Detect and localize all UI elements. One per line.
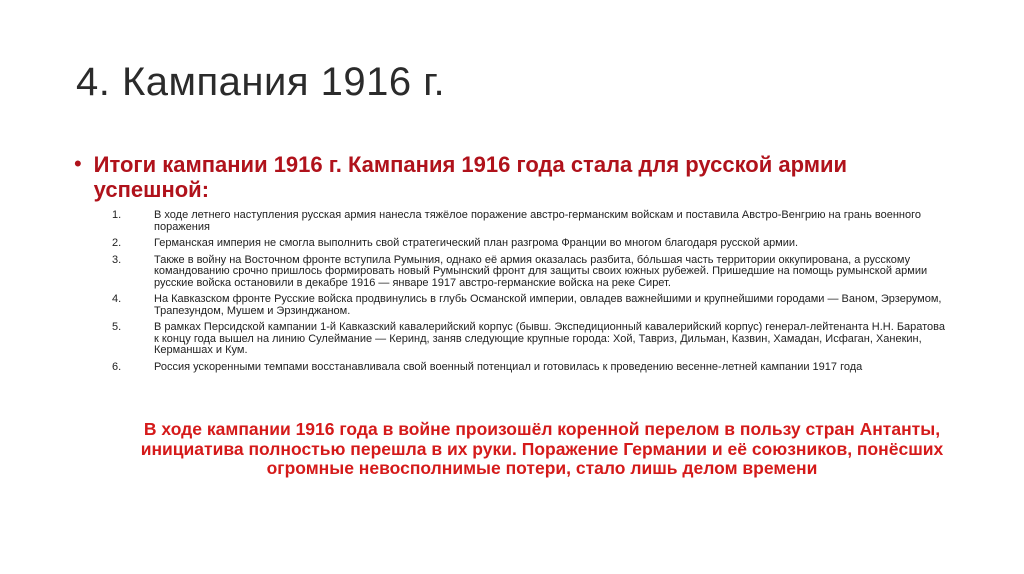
list-item — [112, 238, 952, 250]
results-list — [112, 210, 952, 378]
slide-title: 4. Кампания 1916 г. — [76, 60, 446, 104]
list-item — [112, 210, 952, 233]
list-item — [112, 255, 952, 290]
conclusion-text: В ходе кампании 1916 года в войне произошёл коренной перелом в пользу стран Антанты, инициатива полностью перешла в их руки. Поражение Германии и её союзников, понёсших огромные невосполнимые потери, стало лишь делом времени — [140, 419, 944, 478]
item-text: Также в войну на Восточном фронте вступила Румыния, однако её армия оказалась разбита, бóльшая часть территории оккупирована, а русскому командованию срочно пришлось формировать новый Румынский фронт для защиты своих южных рубежей. Пришедшие на помощь румынской армии русские войска остановили в декабре 1916 — январе 1917 австро-германские войска на реке Сирет. — [154, 253, 928, 289]
item-number: 4. — [112, 293, 122, 305]
list-item — [112, 362, 952, 374]
item-number: 3. — [112, 253, 122, 266]
item-text: В ходе летнего наступления русская армия нанесла тяжёлое поражение австро-германским войскам и поставила Австро-Венгрию на грань военного поражения — [154, 209, 921, 233]
item-number: 1. — [112, 209, 122, 221]
item-number: 6. — [112, 360, 122, 373]
item-text: Россия ускоренными темпами восстанавливала свой военный потенциал и готовилась к проведению весенне-летней кампании 1917 года — [154, 360, 863, 373]
item-text: В рамках Персидской кампании 1-й Кавказский кавалерийский корпус (бывш. Экспедиционный кавалерийский корпус) генерал-лейтенанта Н.Н. Баратова к концу года вышел на линию Сулеймание — Керинд, заняв следующие крупные города: Хой, Тавриз, Дильман, Казвин, Хамадан, Исфаган, Ханекин, Керманшах и Кум. — [154, 321, 946, 356]
list-item — [112, 294, 952, 317]
item-text: На Кавказском фронте Русские войска продвинулись в глубь Османской империи, овладев важнейшими и крупнейшими городами — Ваном, Эрзерумом, Трапезундом, Мушем и Эрзинджаном. — [154, 293, 942, 317]
item-number: 5. — [112, 321, 122, 333]
summary-heading: Итоги кампании 1916 г. Кампания 1916 года стала для русской армии успешной: — [93, 152, 848, 202]
summary-bullet — [74, 152, 954, 202]
list-item — [112, 322, 952, 357]
item-number: 2. — [112, 237, 122, 249]
item-text: Германская империя не смогла выполнить свой стратегический план разгрома Франции во многом благодаря русской армии. — [154, 237, 799, 249]
bullet-dot-icon: • — [74, 151, 82, 176]
